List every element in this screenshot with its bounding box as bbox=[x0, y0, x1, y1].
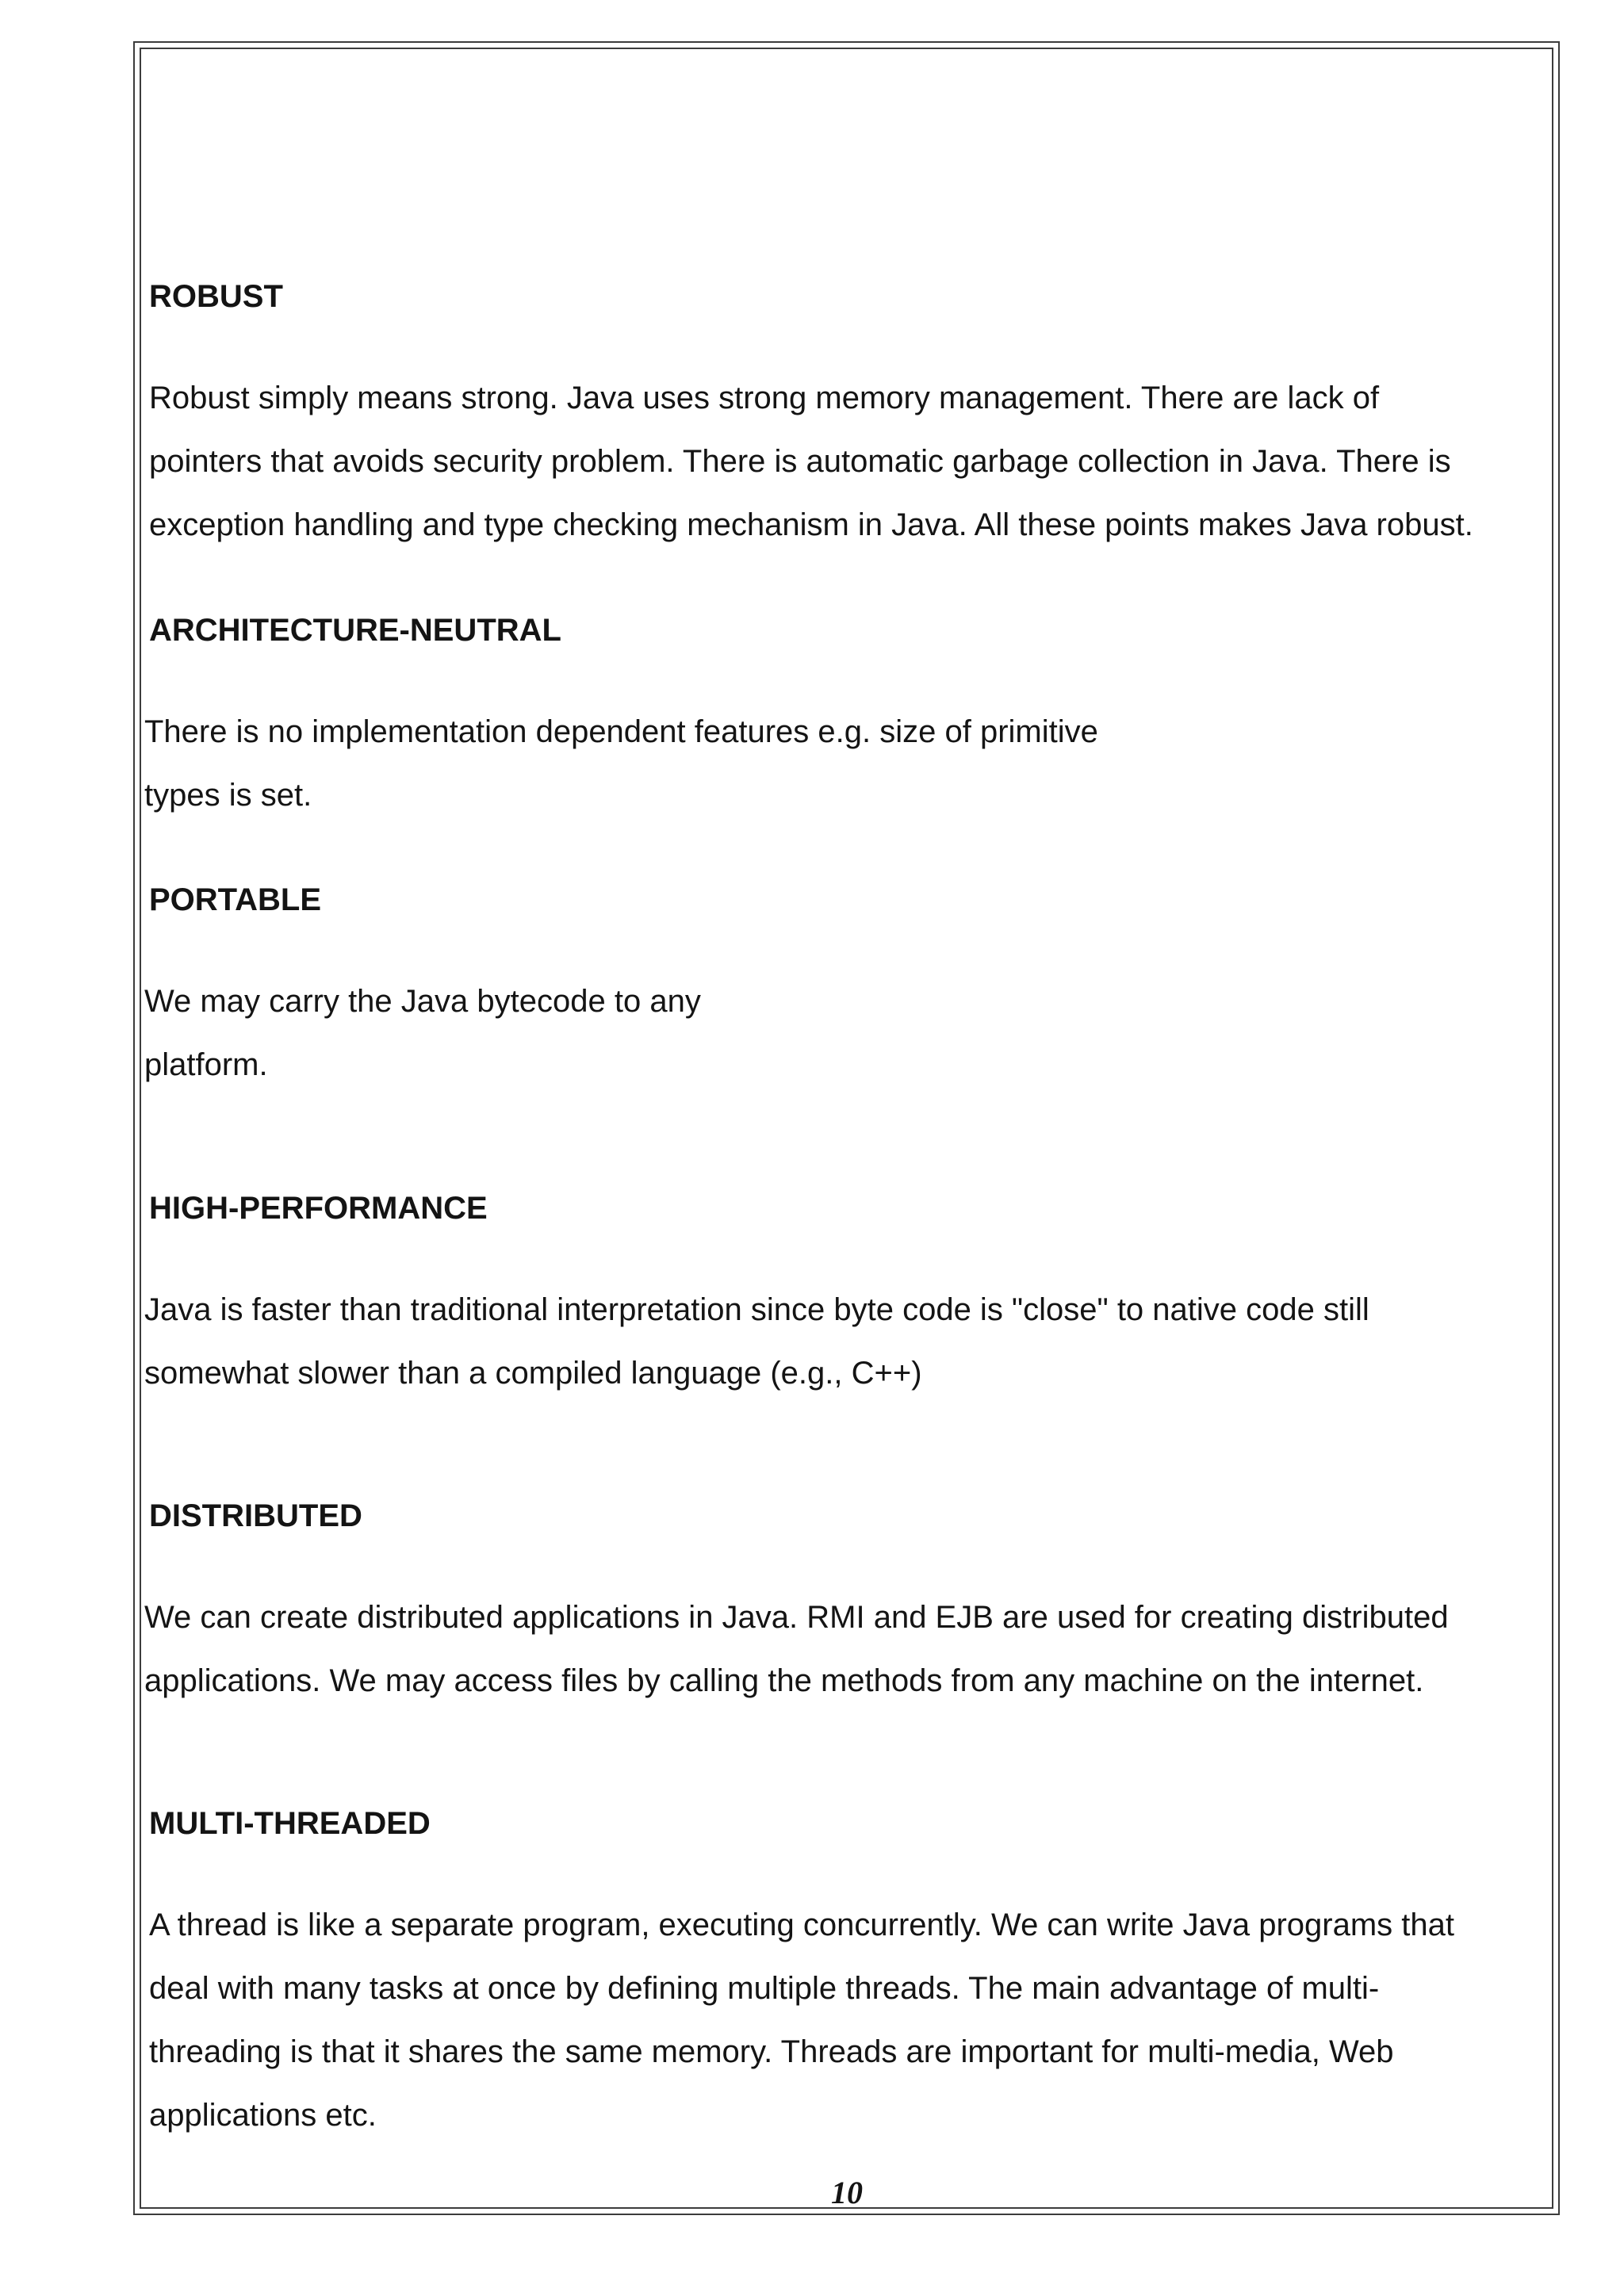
body-line: threading is that it shares the same memory. Threads are important for multi-media, Web bbox=[149, 2034, 1394, 2069]
section-heading-high-performance: HIGH-PERFORMANCE bbox=[149, 1191, 488, 1226]
section-heading-architecture-neutral: ARCHITECTURE-NEUTRAL bbox=[149, 613, 561, 648]
section-heading-multi-threaded: MULTI-THREADED bbox=[149, 1806, 431, 1841]
body-line: Robust simply means strong. Java uses strong memory management. There are lack of bbox=[149, 381, 1380, 415]
section-body-high-performance bbox=[144, 1278, 1369, 1405]
body-line: deal with many tasks at once by defining multiple threads. The main advantage of multi- bbox=[149, 1971, 1380, 2006]
section-body-robust bbox=[149, 366, 1473, 557]
section-body-architecture-neutral bbox=[144, 700, 1098, 827]
body-line: pointers that avoids security problem. There is automatic garbage collection in Java. There is bbox=[149, 444, 1451, 479]
body-line: somewhat slower than a compiled language (e.g., C++) bbox=[144, 1356, 922, 1391]
section-body-distributed bbox=[144, 1586, 1449, 1712]
body-line: We may carry the Java bytecode to any bbox=[144, 984, 701, 1019]
section-body-multi-threaded bbox=[149, 1893, 1454, 2147]
page-number: 10 bbox=[831, 2175, 863, 2210]
section-body-portable bbox=[144, 970, 701, 1096]
body-line: applications. We may access files by calling the methods from any machine on the internet. bbox=[144, 1663, 1424, 1698]
body-line: exception handling and type checking mechanism in Java. All these points makes Java robust. bbox=[149, 507, 1473, 542]
body-line: types is set. bbox=[144, 778, 312, 813]
body-line: A thread is like a separate program, executing concurrently. We can write Java programs that bbox=[149, 1908, 1454, 1942]
body-line: There is no implementation dependent features e.g. size of primitive bbox=[144, 714, 1098, 749]
section-heading-portable: PORTABLE bbox=[149, 882, 322, 917]
body-line: platform. bbox=[144, 1047, 268, 1082]
body-line: Java is faster than traditional interpretation since byte code is "close" to native code still bbox=[144, 1292, 1369, 1327]
body-line: We can create distributed applications in Java. RMI and EJB are used for creating distributed bbox=[144, 1600, 1449, 1635]
section-heading-robust: ROBUST bbox=[149, 279, 283, 314]
section-heading-distributed: DISTRIBUTED bbox=[149, 1498, 362, 1533]
body-line: applications etc. bbox=[149, 2098, 377, 2133]
